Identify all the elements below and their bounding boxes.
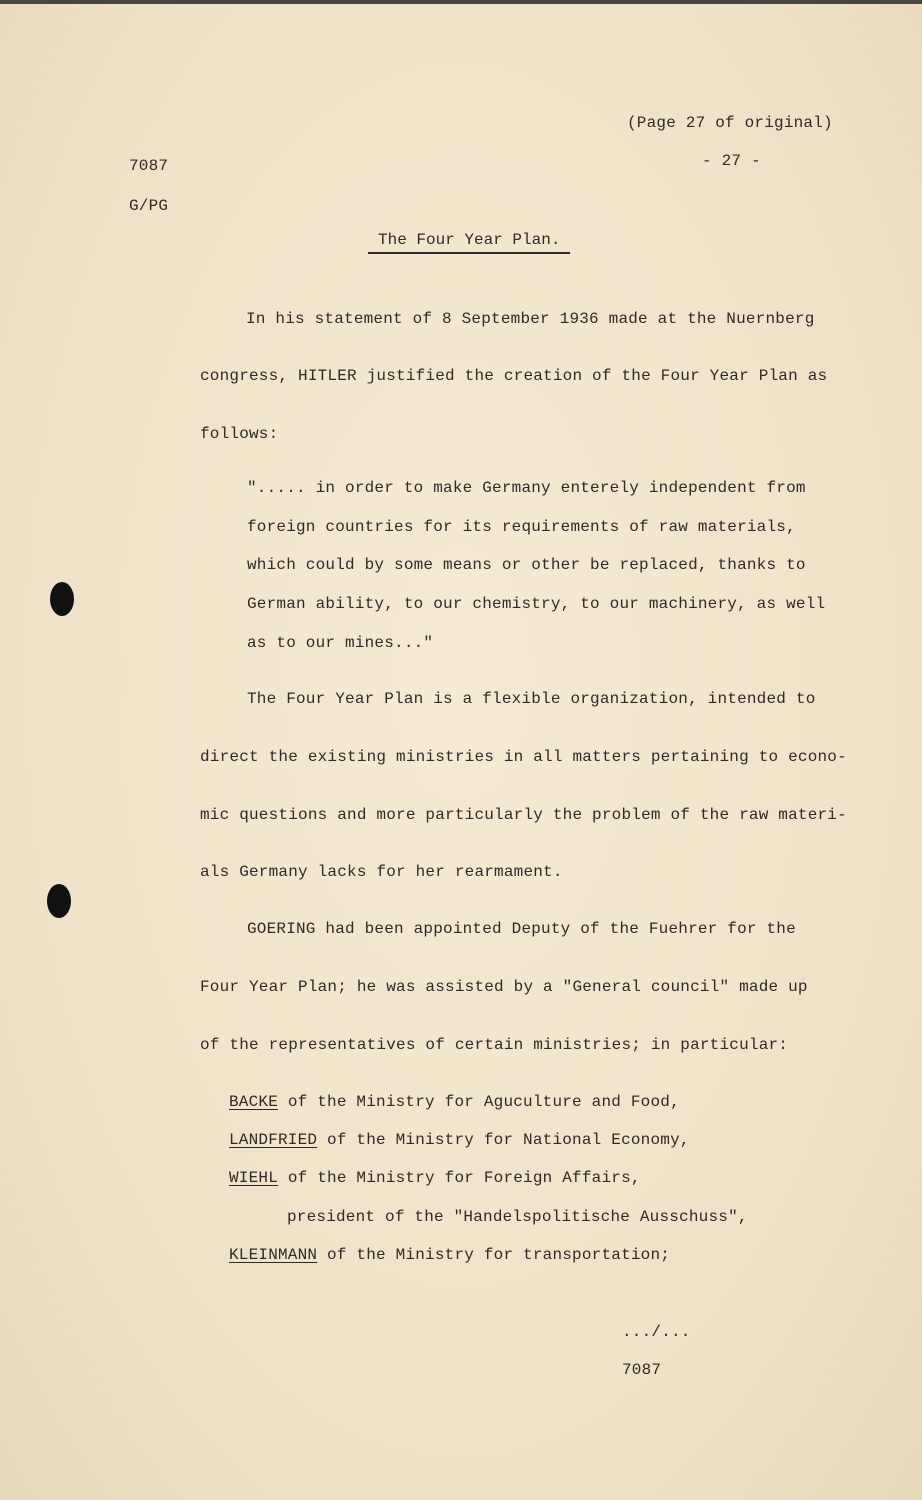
paragraph-line: GOERING had been appointed Deputy of the Fuehrer for the <box>247 920 796 938</box>
paragraph-line: The Four Year Plan is a flexible organization, intended to <box>247 690 816 708</box>
quote-line: as to our mines..." <box>247 634 434 652</box>
paragraph-line: Four Year Plan; he was assisted by a "General council" made up <box>200 978 808 996</box>
member-ministry: of the Ministry for Aguculture and Food, <box>278 1093 680 1111</box>
member-ministry: of the Ministry for transportation; <box>317 1246 671 1264</box>
paragraph-line: In his statement of 8 September 1936 made at the Nuernberg <box>246 310 815 328</box>
page-note: (Page 27 of original) <box>627 114 833 132</box>
member-ministry: of the Ministry for National Economy, <box>317 1131 690 1149</box>
quote-line: foreign countries for its requirements of raw materials, <box>247 518 796 536</box>
document-title: The Four Year Plan. <box>378 231 561 249</box>
list-item <box>229 1093 680 1111</box>
member-name: WIEHL <box>229 1169 279 1187</box>
doc-number: 7087 <box>129 157 169 175</box>
paragraph-line: mic questions and more particularly the problem of the raw materi- <box>200 806 847 824</box>
initials: G/PG <box>129 197 169 215</box>
punch-hole-lower <box>47 884 71 918</box>
quote-line: which could by some means or other be replaced, thanks to <box>247 556 806 574</box>
list-item <box>229 1131 690 1149</box>
quote-line: German ability, to our chemistry, to our machinery, as well <box>247 595 826 613</box>
member-name: LANDFRIED <box>229 1131 318 1149</box>
paragraph-line: direct the existing ministries in all matters pertaining to econo- <box>200 748 847 766</box>
quote-line: "..... in order to make Germany enterely independent from <box>247 479 806 497</box>
paragraph-line: congress, HITLER justified the creation of the Four Year Plan as <box>200 367 828 385</box>
continuation-mark: .../... <box>622 1323 691 1341</box>
member-name: BACKE <box>229 1093 279 1111</box>
paragraph-line: of the representatives of certain ministries; in particular: <box>200 1036 789 1054</box>
member-ministry: president of the "Handelspolitische Ausschuss", <box>287 1208 748 1226</box>
punch-hole-upper <box>50 582 74 616</box>
title-underline <box>368 252 570 254</box>
list-item <box>229 1246 670 1264</box>
page-top-edge <box>0 0 922 4</box>
member-name: KLEINMANN <box>229 1246 318 1264</box>
paragraph-line: als Germany lacks for her rearmament. <box>200 863 563 881</box>
member-ministry: of the Ministry for Foreign Affairs, <box>278 1169 641 1187</box>
paragraph-line: follows: <box>200 425 279 443</box>
footer-doc-number: 7087 <box>622 1361 662 1379</box>
list-item <box>287 1208 748 1226</box>
page-number: - 27 - <box>702 152 761 170</box>
list-item <box>229 1169 641 1187</box>
